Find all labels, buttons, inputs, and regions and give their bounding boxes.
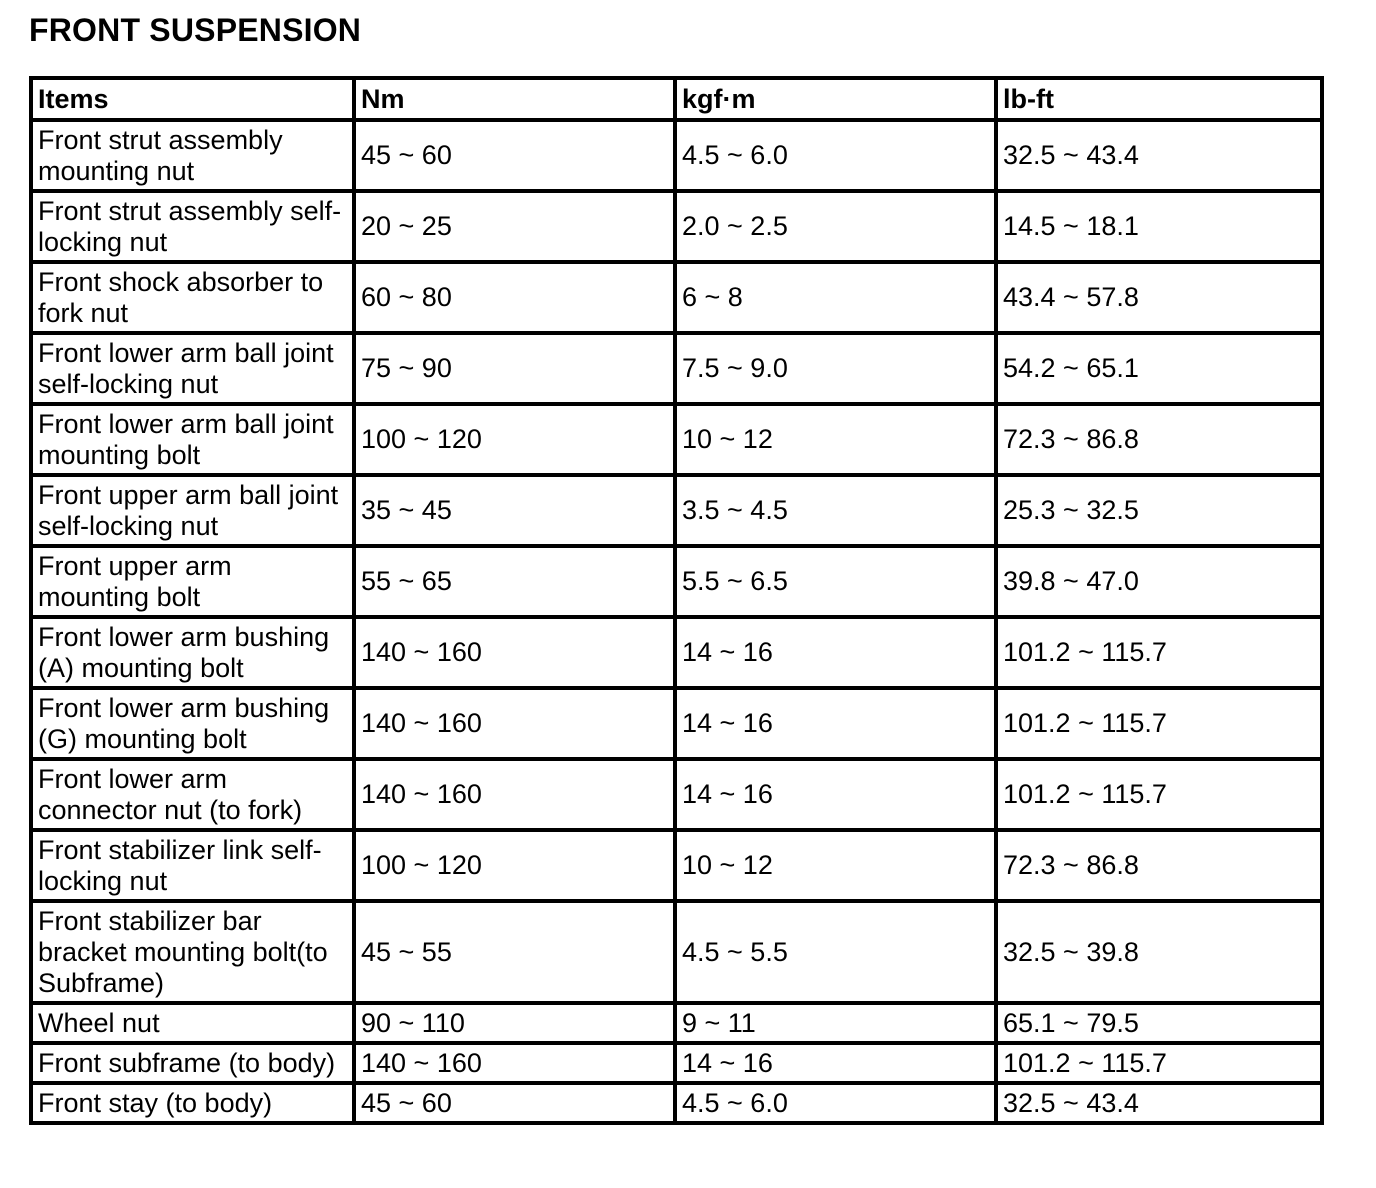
table-row [31, 901, 1322, 1003]
lbft-cell: 32.5 ~ 43.4 [996, 120, 1322, 191]
table-row [31, 120, 1322, 191]
kgfm-cell: 9 ~ 11 [675, 1003, 996, 1043]
kgfm-cell: 6 ~ 8 [675, 262, 996, 333]
nm-cell: 45 ~ 60 [354, 1083, 675, 1123]
nm-cell: 90 ~ 110 [354, 1003, 675, 1043]
nm-cell: 45 ~ 60 [354, 120, 675, 191]
table-row [31, 688, 1322, 759]
kgfm-cell: 7.5 ~ 9.0 [675, 333, 996, 404]
page-title: FRONT SUSPENSION [29, 12, 362, 48]
table-row [31, 333, 1322, 404]
lbft-cell: 101.2 ~ 115.7 [996, 759, 1322, 830]
kgfm-cell: 5.5 ~ 6.5 [675, 546, 996, 617]
torque-spec-table [29, 76, 1324, 1125]
lbft-cell: 32.5 ~ 43.4 [996, 1083, 1322, 1123]
nm-cell: 60 ~ 80 [354, 262, 675, 333]
kgfm-cell: 14 ~ 16 [675, 1043, 996, 1083]
table-row [31, 617, 1322, 688]
table-row [31, 1003, 1322, 1043]
kgfm-cell: 10 ~ 12 [675, 830, 996, 901]
kgfm-cell: 4.5 ~ 5.5 [675, 901, 996, 1003]
item-cell: Front lower arm ball joint self-locking nut [31, 333, 354, 404]
lbft-cell: 43.4 ~ 57.8 [996, 262, 1322, 333]
item-cell: Front lower arm connector nut (to fork) [31, 759, 354, 830]
lbft-cell: 101.2 ~ 115.7 [996, 688, 1322, 759]
lbft-cell: 101.2 ~ 115.7 [996, 1043, 1322, 1083]
column-header-items: Items [31, 78, 354, 120]
lbft-cell: 25.3 ~ 32.5 [996, 475, 1322, 546]
nm-cell: 100 ~ 120 [354, 404, 675, 475]
table-row [31, 759, 1322, 830]
item-cell: Front upper arm ball joint self-locking nut [31, 475, 354, 546]
kgfm-cell: 10 ~ 12 [675, 404, 996, 475]
item-cell: Front stabilizer link self-locking nut [31, 830, 354, 901]
kgfm-cell: 2.0 ~ 2.5 [675, 191, 996, 262]
kgfm-cell: 4.5 ~ 6.0 [675, 1083, 996, 1123]
kgfm-cell: 14 ~ 16 [675, 688, 996, 759]
nm-cell: 140 ~ 160 [354, 688, 675, 759]
lbft-cell: 72.3 ~ 86.8 [996, 830, 1322, 901]
item-cell: Front shock absorber to fork nut [31, 262, 354, 333]
item-cell: Front strut assembly mounting nut [31, 120, 354, 191]
item-cell: Front subframe (to body) [31, 1043, 354, 1083]
lbft-cell: 72.3 ~ 86.8 [996, 404, 1322, 475]
column-header-nm: Nm [354, 78, 675, 120]
table-row [31, 1083, 1322, 1123]
lbft-cell: 14.5 ~ 18.1 [996, 191, 1322, 262]
kgfm-cell: 14 ~ 16 [675, 617, 996, 688]
column-header-kgfm: kgf·m [675, 78, 996, 120]
nm-cell: 35 ~ 45 [354, 475, 675, 546]
lbft-cell: 101.2 ~ 115.7 [996, 617, 1322, 688]
nm-cell: 45 ~ 55 [354, 901, 675, 1003]
kgfm-cell: 14 ~ 16 [675, 759, 996, 830]
nm-cell: 100 ~ 120 [354, 830, 675, 901]
item-cell: Front lower arm bushing (G) mounting bolt [31, 688, 354, 759]
item-cell: Front lower arm ball joint mounting bolt [31, 404, 354, 475]
kgfm-cell: 4.5 ~ 6.0 [675, 120, 996, 191]
table-row [31, 830, 1322, 901]
nm-cell: 55 ~ 65 [354, 546, 675, 617]
nm-cell: 75 ~ 90 [354, 333, 675, 404]
column-header-lbft: lb-ft [996, 78, 1322, 120]
table-row [31, 1043, 1322, 1083]
lbft-cell: 32.5 ~ 39.8 [996, 901, 1322, 1003]
nm-cell: 140 ~ 160 [354, 1043, 675, 1083]
item-cell: Front stabilizer bar bracket mounting bolt(to Subframe) [31, 901, 354, 1003]
item-cell: Front stay (to body) [31, 1083, 354, 1123]
nm-cell: 140 ~ 160 [354, 617, 675, 688]
lbft-cell: 65.1 ~ 79.5 [996, 1003, 1322, 1043]
table-row [31, 546, 1322, 617]
item-cell: Front strut assembly self-locking nut [31, 191, 354, 262]
nm-cell: 20 ~ 25 [354, 191, 675, 262]
table-row [31, 404, 1322, 475]
lbft-cell: 39.8 ~ 47.0 [996, 546, 1322, 617]
table-row [31, 262, 1322, 333]
item-cell: Front lower arm bushing (A) mounting bolt [31, 617, 354, 688]
table-row [31, 475, 1322, 546]
table-header-row [31, 78, 1322, 120]
table-row [31, 191, 1322, 262]
lbft-cell: 54.2 ~ 65.1 [996, 333, 1322, 404]
nm-cell: 140 ~ 160 [354, 759, 675, 830]
kgfm-cell: 3.5 ~ 4.5 [675, 475, 996, 546]
item-cell: Wheel nut [31, 1003, 354, 1043]
item-cell: Front upper arm mounting bolt [31, 546, 354, 617]
